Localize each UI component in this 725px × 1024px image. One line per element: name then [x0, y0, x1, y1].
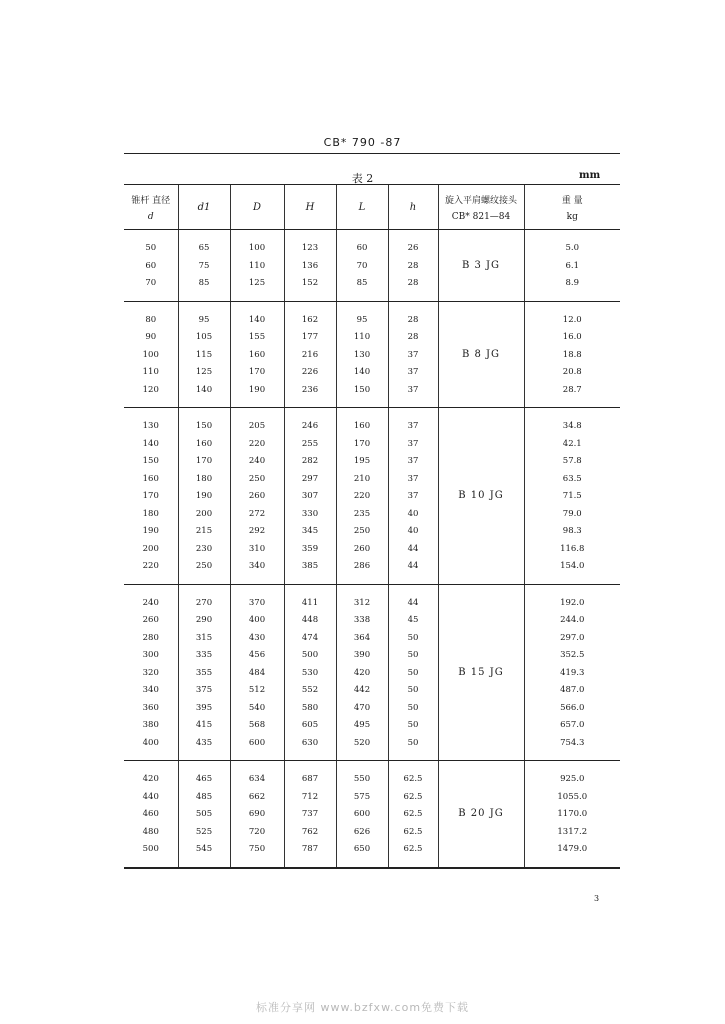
value-d1: 355: [195, 667, 213, 678]
value-h: 246: [301, 421, 319, 431]
value-l: 85: [356, 278, 368, 288]
value-h: 62.5: [403, 774, 423, 784]
value-d1: 270: [195, 597, 213, 608]
value-h: 37: [407, 491, 419, 501]
value-d1: 190: [195, 491, 213, 501]
value-d: 380: [142, 720, 159, 730]
value-h: 530: [301, 667, 319, 678]
value-d: 260: [248, 491, 266, 501]
cell-l: [336, 230, 388, 302]
value-h: 630: [301, 737, 319, 748]
value-h: 177: [301, 332, 319, 342]
value-d1: 200: [195, 508, 213, 519]
page-number: 3: [594, 894, 600, 903]
value-l: 170: [353, 438, 371, 449]
value-d1: 105: [195, 332, 213, 342]
value-l: 470: [353, 702, 371, 713]
value-h: 37: [407, 384, 419, 395]
cell-d: [230, 408, 284, 585]
value-l: 626: [353, 826, 371, 837]
value-d1: 180: [195, 473, 213, 484]
value-h: 255: [301, 438, 319, 449]
value-d: 190: [248, 384, 266, 395]
value-h: 50: [407, 632, 419, 643]
value-l: 210: [353, 473, 371, 484]
value-d: 340: [142, 685, 159, 695]
value-d: 300: [142, 650, 159, 660]
value-weight: 98.3: [562, 526, 582, 536]
value-h: 297: [301, 473, 319, 484]
value-d1: 65: [198, 243, 210, 253]
value-h: 62.5: [403, 844, 423, 854]
value-d: 100: [142, 349, 159, 360]
value-l: 550: [353, 774, 371, 784]
value-d1: 250: [195, 561, 213, 571]
cell-h: [284, 761, 336, 868]
value-weight: 657.0: [560, 720, 585, 730]
value-h: 40: [407, 526, 419, 536]
value-weight: 154.0: [560, 561, 585, 571]
value-l: 140: [353, 367, 371, 377]
watermark: 标准分享网 www.bzfxw.com免费下载: [255, 1001, 470, 1014]
value-d: 130: [142, 421, 159, 431]
cell-h: [388, 761, 438, 868]
header-h: h: [388, 185, 438, 230]
value-weight: 352.5: [560, 650, 585, 660]
value-weight: 192.0: [560, 597, 585, 608]
value-d: 634: [248, 774, 266, 784]
value-d: 205: [248, 421, 266, 431]
dimension-table: [124, 184, 620, 868]
value-l: 600: [353, 809, 371, 819]
value-h: 136: [301, 260, 319, 271]
value-l: 575: [353, 791, 371, 802]
value-d: 155: [248, 332, 266, 342]
value-h: 345: [301, 526, 319, 536]
value-d: 720: [248, 826, 266, 837]
table-row-group: [124, 408, 620, 585]
cell-d1: [178, 301, 230, 408]
thread-connector-cell: [438, 408, 524, 585]
value-weight: 20.8: [562, 367, 582, 377]
thread-connector-label: B 20 JG: [458, 808, 504, 820]
value-d1: 85: [198, 278, 210, 288]
cell-h: [284, 408, 336, 585]
value-d: 440: [142, 791, 159, 802]
header-thread: 旋入平肩螺纹接头 CB* 821—84: [438, 185, 524, 230]
value-l: 390: [353, 650, 371, 660]
cell-h: [284, 230, 336, 302]
value-h: 62.5: [403, 791, 423, 802]
value-l: 286: [353, 561, 371, 571]
value-h: 50: [407, 667, 419, 678]
value-l: 160: [353, 421, 371, 431]
value-h: 44: [407, 597, 419, 608]
value-d: 170: [142, 491, 159, 501]
value-h: 28: [407, 278, 419, 288]
cell-d: [230, 761, 284, 868]
value-weight: 419.3: [560, 667, 585, 678]
value-l: 495: [353, 720, 371, 730]
value-h: 28: [407, 260, 419, 271]
value-h: 762: [301, 826, 319, 837]
value-d: 125: [248, 278, 266, 288]
header-d1: d1: [178, 185, 230, 230]
cell-l: [336, 761, 388, 868]
value-d: 240: [142, 597, 159, 608]
value-d1: 140: [195, 384, 213, 395]
value-h: 216: [301, 349, 319, 360]
value-d: 456: [248, 650, 266, 660]
value-d: 280: [142, 632, 159, 643]
value-weight: 12.0: [562, 314, 582, 325]
value-weight: 5.0: [565, 243, 580, 253]
value-h: 26: [407, 243, 419, 253]
value-h: 45: [407, 615, 419, 625]
table-caption: 表 2: [351, 172, 374, 185]
cell-h: [284, 584, 336, 761]
value-d: 90: [145, 332, 157, 342]
table-row-group: [124, 584, 620, 761]
value-d: 120: [142, 384, 159, 395]
value-l: 60: [356, 243, 368, 253]
value-h: 712: [301, 791, 319, 802]
value-d: 340: [248, 561, 266, 571]
table-row-group: [124, 301, 620, 408]
value-weight: 1055.0: [557, 791, 588, 802]
value-d1: 160: [195, 438, 213, 449]
value-d: 170: [248, 367, 266, 377]
header-bore: 锥杆 直径 d: [124, 185, 178, 230]
value-weight: 34.8: [562, 421, 582, 431]
value-d: 190: [142, 526, 159, 536]
cell-weight: [524, 761, 620, 868]
thread-connector-label: B 15 JG: [458, 666, 504, 678]
value-h: 50: [407, 702, 419, 713]
value-h: 226: [301, 367, 319, 377]
value-h: 44: [407, 543, 419, 554]
value-d: 460: [142, 809, 159, 819]
value-h: 500: [301, 650, 319, 660]
value-l: 130: [353, 349, 371, 360]
value-l: 338: [353, 615, 371, 625]
value-weight: 297.0: [560, 632, 585, 643]
value-d: 160: [248, 349, 266, 360]
value-d1: 435: [195, 737, 213, 748]
value-d: 750: [248, 844, 266, 854]
header-L: L: [336, 185, 388, 230]
cell-d1: [178, 408, 230, 585]
value-d: 70: [145, 278, 157, 288]
value-d: 50: [145, 243, 157, 253]
value-d: 110: [142, 367, 159, 377]
value-d1: 170: [195, 456, 213, 466]
value-l: 235: [353, 508, 371, 519]
cell-h: [388, 584, 438, 761]
value-h: 605: [301, 720, 319, 730]
value-weight: 1479.0: [557, 844, 588, 854]
value-h: 552: [301, 685, 319, 695]
value-h: 62.5: [403, 826, 423, 837]
value-d1: 75: [198, 260, 210, 271]
value-h: 359: [301, 543, 319, 554]
cell-d: [124, 584, 178, 761]
value-weight: 18.8: [562, 349, 582, 360]
value-d: 60: [145, 260, 157, 271]
value-l: 442: [353, 685, 371, 695]
value-d: 160: [142, 473, 159, 484]
value-d: 80: [145, 314, 157, 325]
value-d: 310: [248, 543, 266, 554]
header-row: [124, 185, 620, 230]
value-h: 37: [407, 421, 419, 431]
value-d1: 545: [195, 844, 213, 854]
value-h: 580: [301, 702, 319, 713]
value-d: 260: [142, 615, 159, 625]
value-l: 95: [356, 314, 368, 325]
value-weight: 79.0: [562, 508, 582, 519]
value-h: 44: [407, 561, 419, 571]
value-d1: 95: [198, 314, 210, 325]
value-weight: 116.8: [560, 543, 585, 554]
value-d: 500: [142, 844, 159, 854]
cell-d: [230, 301, 284, 408]
table-row-group: [124, 230, 620, 302]
cell-l: [336, 301, 388, 408]
thread-connector-cell: [438, 230, 524, 302]
value-d: 320: [142, 667, 159, 678]
header-D: D: [230, 185, 284, 230]
value-d: 420: [142, 774, 159, 784]
value-d: 250: [248, 473, 266, 484]
thread-connector-label: B 3 JG: [461, 259, 501, 271]
value-h: 37: [407, 367, 419, 377]
value-h: 50: [407, 720, 419, 730]
cell-d1: [178, 584, 230, 761]
value-d: 430: [248, 632, 266, 643]
value-d1: 150: [195, 421, 213, 431]
value-weight: 244.0: [560, 615, 585, 625]
cell-d: [230, 584, 284, 761]
cell-d: [124, 230, 178, 302]
value-h: 282: [301, 456, 319, 466]
value-h: 411: [301, 597, 319, 608]
value-weight: 925.0: [560, 774, 585, 784]
value-d1: 215: [195, 526, 213, 536]
value-d1: 115: [195, 349, 213, 360]
value-h: 123: [301, 243, 319, 253]
value-weight: 57.8: [562, 456, 582, 466]
value-l: 520: [353, 737, 371, 748]
value-h: 40: [407, 508, 419, 519]
value-h: 448: [301, 615, 319, 625]
bottom-rule: [124, 868, 620, 869]
cell-l: [336, 408, 388, 585]
value-h: 152: [301, 278, 319, 288]
value-h: 37: [407, 473, 419, 484]
value-d: 240: [248, 456, 266, 466]
value-weight: 6.1: [565, 260, 580, 271]
value-h: 37: [407, 349, 419, 360]
value-h: 737: [301, 809, 319, 819]
value-l: 70: [356, 260, 368, 271]
value-weight: 1317.2: [557, 826, 588, 837]
value-h: 474: [301, 632, 319, 643]
value-h: 28: [407, 332, 419, 342]
value-d: 480: [142, 826, 159, 837]
value-h: 385: [301, 561, 319, 571]
value-weight: 1170.0: [557, 809, 588, 819]
cell-d: [124, 761, 178, 868]
value-d: 200: [142, 543, 159, 554]
value-d: 484: [248, 667, 266, 678]
thread-connector-cell: [438, 761, 524, 868]
value-d: 690: [248, 809, 266, 819]
value-d: 400: [142, 737, 159, 748]
unit-label: mm: [579, 170, 601, 181]
value-h: 62.5: [403, 809, 423, 819]
value-h: 162: [301, 314, 319, 325]
value-d1: 505: [195, 809, 213, 819]
value-h: 50: [407, 685, 419, 695]
value-l: 195: [353, 456, 371, 466]
value-d: 100: [248, 243, 266, 253]
value-d: 540: [248, 702, 266, 713]
value-l: 364: [353, 632, 371, 643]
value-l: 312: [353, 597, 371, 608]
value-weight: 42.1: [562, 438, 582, 449]
value-weight: 63.5: [562, 473, 582, 484]
cell-l: [336, 584, 388, 761]
thread-connector-label: B 10 JG: [458, 490, 504, 502]
value-d1: 485: [195, 791, 213, 802]
value-weight: 8.9: [565, 278, 580, 288]
value-l: 650: [353, 844, 371, 854]
cell-weight: [524, 584, 620, 761]
value-weight: 28.7: [562, 384, 582, 395]
table-row-group: [124, 761, 620, 868]
value-weight: 16.0: [562, 332, 582, 342]
value-d1: 525: [195, 826, 213, 837]
value-l: 110: [353, 332, 371, 342]
value-d1: 335: [195, 650, 213, 660]
cell-weight: [524, 230, 620, 302]
value-h: 37: [407, 456, 419, 466]
top-rule: [124, 153, 620, 154]
value-d1: 395: [195, 702, 213, 713]
standard-code: CB* 790 -87: [323, 136, 402, 149]
cell-d: [230, 230, 284, 302]
value-weight: 487.0: [560, 685, 585, 695]
value-d: 220: [248, 438, 266, 449]
value-h: 50: [407, 737, 419, 748]
value-d: 220: [142, 561, 159, 571]
header-weight: 重 量 kg: [524, 185, 620, 230]
value-l: 250: [353, 526, 371, 536]
value-d: 512: [248, 685, 266, 695]
header-H: H: [284, 185, 336, 230]
cell-d: [124, 301, 178, 408]
value-d: 140: [142, 438, 159, 449]
value-l: 260: [353, 543, 371, 554]
thread-connector-cell: [438, 301, 524, 408]
value-h: 307: [301, 491, 319, 501]
thread-connector-cell: [438, 584, 524, 761]
cell-h: [388, 408, 438, 585]
value-h: 50: [407, 650, 419, 660]
value-l: 220: [353, 491, 371, 501]
thread-connector-label: B 8 JG: [461, 348, 501, 360]
value-d: 272: [248, 508, 266, 519]
cell-h: [284, 301, 336, 408]
cell-h: [388, 301, 438, 408]
value-d: 150: [142, 456, 159, 466]
value-weight: 71.5: [562, 491, 582, 501]
value-d1: 230: [195, 543, 213, 554]
value-h: 37: [407, 438, 419, 449]
cell-d: [124, 408, 178, 585]
value-d1: 415: [195, 720, 213, 730]
value-h: 330: [301, 508, 319, 519]
value-d1: 375: [195, 685, 213, 695]
value-d: 140: [248, 314, 266, 325]
value-d1: 125: [195, 367, 213, 377]
value-l: 420: [353, 667, 371, 678]
value-h: 787: [301, 844, 319, 854]
value-d: 370: [248, 597, 266, 608]
value-l: 150: [353, 384, 371, 395]
value-h: 28: [407, 314, 419, 325]
value-weight: 754.3: [560, 737, 585, 748]
value-d1: 290: [195, 615, 213, 625]
value-d: 292: [248, 526, 266, 536]
cell-d1: [178, 761, 230, 868]
value-d: 400: [248, 615, 266, 625]
value-h: 687: [301, 774, 319, 784]
value-d: 180: [142, 508, 159, 519]
cell-h: [388, 230, 438, 302]
value-d: 600: [248, 737, 266, 748]
value-d: 360: [142, 702, 159, 713]
cell-weight: [524, 301, 620, 408]
cell-weight: [524, 408, 620, 585]
value-d: 568: [248, 720, 266, 730]
value-d1: 315: [195, 632, 213, 643]
value-d1: 465: [195, 774, 213, 784]
value-d: 662: [248, 791, 266, 802]
cell-d1: [178, 230, 230, 302]
value-h: 236: [301, 384, 319, 395]
value-weight: 566.0: [560, 702, 585, 713]
value-d: 110: [248, 260, 266, 271]
